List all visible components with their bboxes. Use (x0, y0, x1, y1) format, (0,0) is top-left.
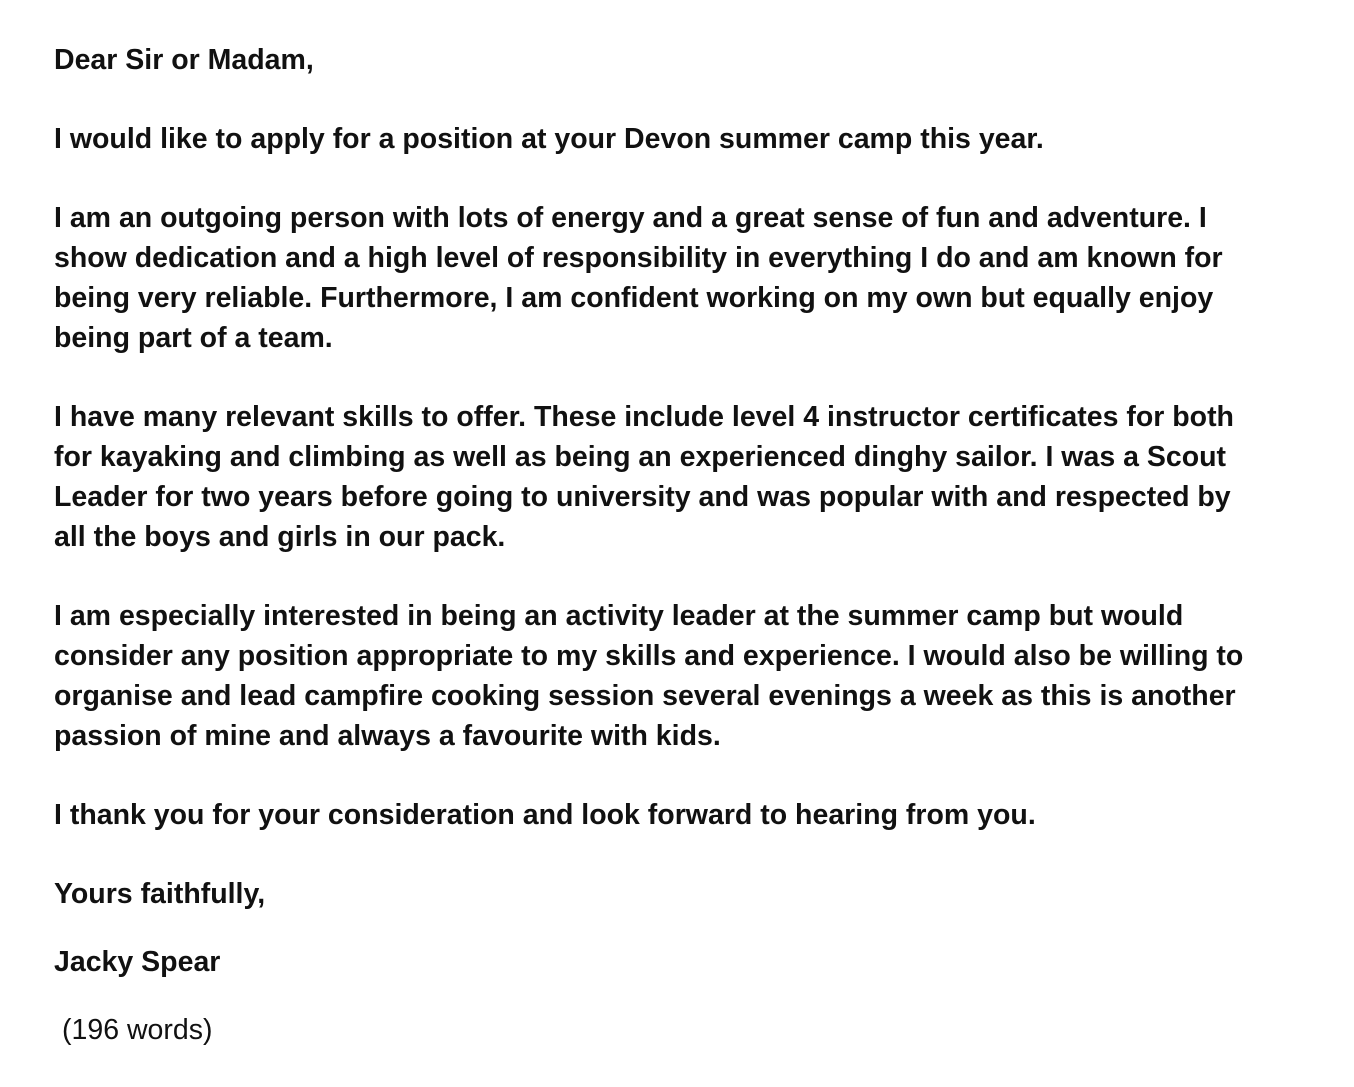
paragraph-line: I would like to apply for a position at your Devon summer camp this year. (54, 123, 1044, 155)
paragraph-4 (54, 596, 1344, 756)
letter-body (54, 40, 1344, 1079)
signature: Jacky Spear (54, 946, 221, 978)
salutation: Dear Sir or Madam, (54, 44, 314, 76)
paragraph-5 (54, 795, 1344, 835)
paragraph-line: Leader for two years before going to university and was popular with and respected by (54, 481, 1231, 513)
paragraph-line: for kayaking and climbing as well as being an experienced dinghy sailor. I was a Scout (54, 441, 1227, 473)
paragraph-line: I thank you for your consideration and look forward to hearing from you. (54, 799, 1036, 831)
paragraph-1 (54, 119, 1344, 159)
paragraph-line: I am especially interested in being an activity leader at the summer camp but would (54, 600, 1184, 632)
paragraph-line: being part of a team. (54, 322, 333, 354)
paragraph-3 (54, 397, 1344, 557)
paragraph-line: all the boys and girls in our pack. (54, 521, 506, 553)
paragraph-line: I have many relevant skills to offer. These include level 4 instructor certificates for both (54, 401, 1234, 433)
paragraph-line: consider any position appropriate to my skills and experience. I would also be willing to (54, 640, 1244, 672)
closing: Yours faithfully, (54, 878, 266, 910)
paragraph-line: organise and lead campfire cooking session several evenings a week as this is another (54, 680, 1236, 712)
paragraph-line: being very reliable. Furthermore, I am confident working on my own but equally enjoy (54, 282, 1214, 314)
paragraph-line: I am an outgoing person with lots of energy and a great sense of fun and adventure. I (54, 202, 1207, 234)
paragraph-2 (54, 198, 1344, 358)
paragraph-line: passion of mine and always a favourite with kids. (54, 720, 721, 752)
paragraph-line: show dedication and a high level of responsibility in everything I do and am known for (54, 242, 1223, 274)
word-count: (196 words) (62, 1014, 213, 1046)
